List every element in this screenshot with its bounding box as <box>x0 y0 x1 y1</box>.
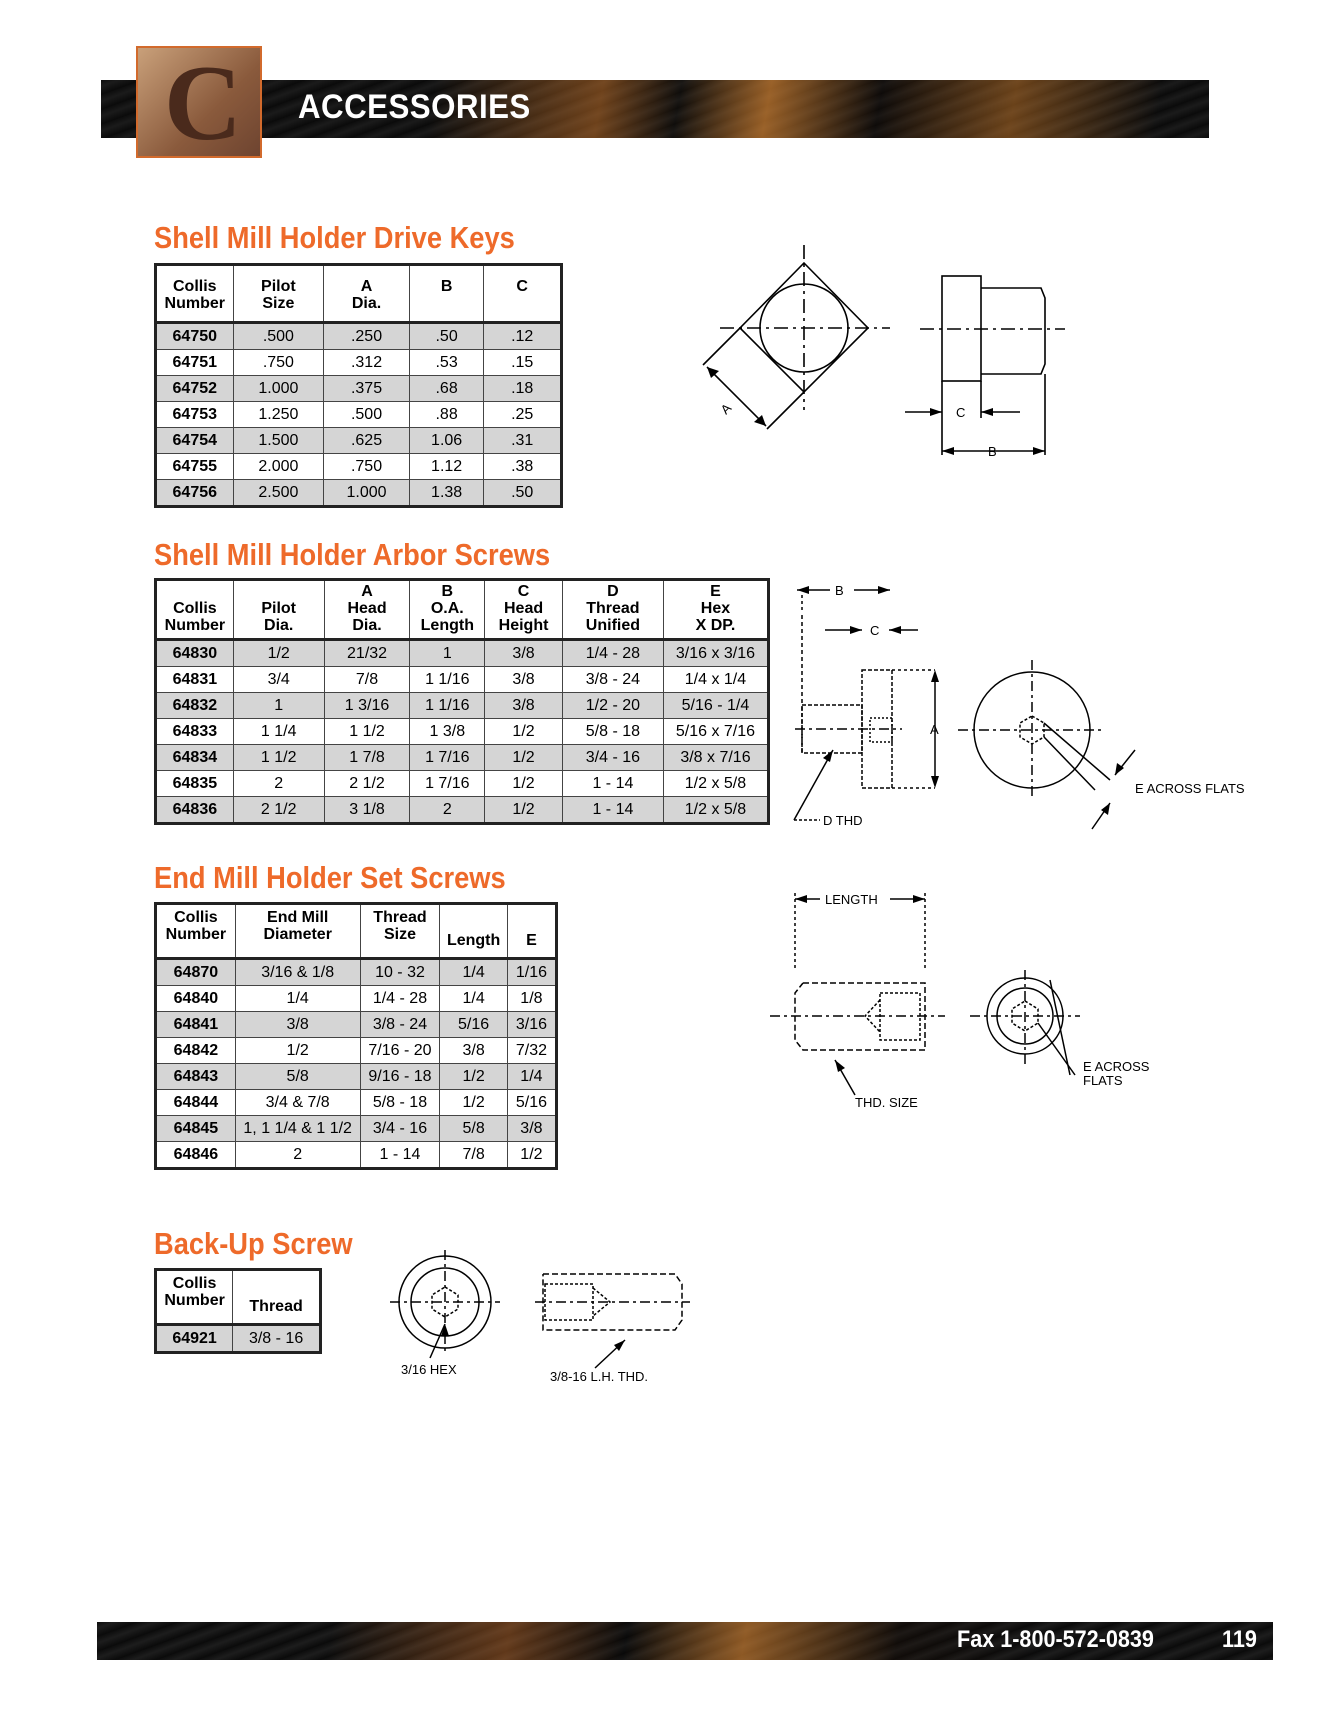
section-title-drive-keys: Shell Mill Holder Drive Keys <box>154 220 515 255</box>
column-header: D Thread Unified <box>562 580 663 640</box>
table-cell: 3/8 <box>485 693 563 719</box>
backup-screw-table <box>154 1268 322 1354</box>
table-cell: 1 1/2 <box>324 719 410 745</box>
table-cell: 1 3/16 <box>324 693 410 719</box>
table-cell: .625 <box>324 428 410 454</box>
column-header: Pilot Size <box>233 265 324 323</box>
column-header: Collis Number <box>164 1275 225 1309</box>
table-cell: 5/8 - 18 <box>360 1090 440 1116</box>
table-cell: 3/8 - 24 <box>360 1012 440 1038</box>
table-row <box>156 959 557 986</box>
table-cell: 7/32 <box>507 1038 556 1064</box>
part-number-cell: 64840 <box>156 986 236 1012</box>
table-cell: 21/32 <box>324 640 410 667</box>
diagram-label-hex: 3/16 HEX <box>401 1362 457 1377</box>
table-row <box>156 376 562 402</box>
table-cell: 1/4 - 28 <box>562 640 663 667</box>
table-cell: 1/4 <box>440 959 508 986</box>
column-header: B <box>409 265 484 323</box>
table-cell: 1 <box>233 693 324 719</box>
diagram-label-b: B <box>835 583 844 598</box>
column-header: C <box>484 265 562 323</box>
table-row <box>156 1116 557 1142</box>
table-cell: 3 1/8 <box>324 797 410 824</box>
table-cell: 1/4 - 28 <box>360 986 440 1012</box>
table-cell: 1/2 <box>235 1038 360 1064</box>
part-number-cell: 64833 <box>156 719 234 745</box>
diagram-label-b: B <box>988 444 997 459</box>
table-row <box>156 771 769 797</box>
table-cell: 1/2 <box>485 797 563 824</box>
table-cell: 3/4 & 7/8 <box>235 1090 360 1116</box>
diagram-label-lh-thd: 3/8-16 L.H. THD. <box>550 1369 649 1384</box>
section-title-arbor-screws: Shell Mill Holder Arbor Screws <box>154 537 551 572</box>
table-cell: .50 <box>484 480 562 507</box>
table-cell: 2 1/2 <box>324 771 410 797</box>
table-cell: 1 7/16 <box>410 745 485 771</box>
set-screws-table <box>154 902 558 1170</box>
header-band <box>101 80 1209 138</box>
table-cell: 3/16 <box>507 1012 556 1038</box>
table-cell: .12 <box>484 323 562 350</box>
part-number-cell: 64752 <box>156 376 234 402</box>
table-cell: 1.500 <box>233 428 324 454</box>
table-row <box>156 402 562 428</box>
diagram-label-a: A <box>717 400 735 418</box>
table-cell: 5/16 - 1/4 <box>663 693 768 719</box>
diagram-label-a: A <box>930 722 939 737</box>
table-cell: 1 7/16 <box>410 771 485 797</box>
column-header: Collis Number <box>164 278 225 312</box>
table-cell: 3/16 & 1/8 <box>235 959 360 986</box>
part-number-cell: 64750 <box>156 323 234 350</box>
table-cell: 1/2 <box>485 719 563 745</box>
table-cell: 2 <box>235 1142 360 1169</box>
part-number-cell: 64844 <box>156 1090 236 1116</box>
drive-key-diagram <box>690 240 1080 480</box>
column-header: C Head Height <box>485 580 563 640</box>
table-cell: 7/8 <box>324 667 410 693</box>
part-number-cell: 64831 <box>156 667 234 693</box>
table-row <box>156 719 769 745</box>
table-cell: 7/16 - 20 <box>360 1038 440 1064</box>
table-cell: 1/2 <box>485 745 563 771</box>
table-cell: 5/16 x 7/16 <box>663 719 768 745</box>
table-cell: 1 - 14 <box>562 771 663 797</box>
table-cell: .38 <box>484 454 562 480</box>
table-cell: .25 <box>484 402 562 428</box>
column-header: E <box>507 904 556 959</box>
set-screw-diagram <box>765 885 1185 1115</box>
column-header: Pilot Dia. <box>233 580 324 640</box>
table-cell: .500 <box>233 323 324 350</box>
table-cell: 2 <box>233 771 324 797</box>
part-number-cell: 64845 <box>156 1116 236 1142</box>
table-cell: 1/2 <box>485 771 563 797</box>
table-cell: 2 1/2 <box>233 797 324 824</box>
part-number-cell: 64843 <box>156 1064 236 1090</box>
diagram-label-e-flats-2: FLATS <box>1083 1073 1123 1088</box>
table-cell: 5/16 <box>440 1012 508 1038</box>
part-number-cell: 64755 <box>156 454 234 480</box>
section-title-set-screws: End Mill Holder Set Screws <box>154 860 506 895</box>
table-row <box>156 1012 557 1038</box>
table-cell: 1 3/8 <box>410 719 485 745</box>
table-cell: 1.000 <box>324 480 410 507</box>
part-number-cell: 64756 <box>156 480 234 507</box>
table-cell: 1 1/16 <box>410 667 485 693</box>
table-cell: .31 <box>484 428 562 454</box>
table-cell: 1/4 x 1/4 <box>663 667 768 693</box>
table-cell: 1, 1 1/4 & 1 1/2 <box>235 1116 360 1142</box>
part-number-cell: 64841 <box>156 1012 236 1038</box>
table-cell: 2.000 <box>233 454 324 480</box>
table-cell: 3/8 x 7/16 <box>663 745 768 771</box>
part-number-cell: 64834 <box>156 745 234 771</box>
table-row <box>156 986 557 1012</box>
column-header: E Hex X DP. <box>663 580 768 640</box>
table-cell: 1/2 x 5/8 <box>663 797 768 824</box>
table-cell: 1.12 <box>409 454 484 480</box>
table-row <box>156 667 769 693</box>
table-cell: 1/4 <box>507 1064 556 1090</box>
table-row <box>156 480 562 507</box>
table-cell: 3/8 <box>440 1038 508 1064</box>
table-cell: 10 - 32 <box>360 959 440 986</box>
part-number-cell: 64753 <box>156 402 234 428</box>
table-cell: 1/4 <box>235 986 360 1012</box>
page-number: 119 <box>1222 1626 1257 1653</box>
table-cell: 3/4 - 16 <box>562 745 663 771</box>
table-cell: 1 1/2 <box>233 745 324 771</box>
table-cell: .18 <box>484 376 562 402</box>
section-title-backup-screw: Back-Up Screw <box>154 1226 353 1261</box>
column-header: Thread <box>233 1270 321 1325</box>
table-cell: 1 - 14 <box>360 1142 440 1169</box>
column-header: Length <box>440 904 508 959</box>
arbor-screws-table <box>154 578 770 825</box>
table-cell: 1/4 <box>440 986 508 1012</box>
table-cell: 3/8 <box>507 1116 556 1142</box>
table-cell: 1 1/4 <box>233 719 324 745</box>
column-header: Collis Number <box>164 600 226 634</box>
column-header: End Mill Diameter <box>235 904 360 959</box>
table-cell: 1 7/8 <box>324 745 410 771</box>
part-number-cell: 64836 <box>156 797 234 824</box>
table-row <box>156 454 562 480</box>
table-cell: 5/8 <box>235 1064 360 1090</box>
table-cell: 3/16 x 3/16 <box>663 640 768 667</box>
table-cell: 1/2 <box>440 1090 508 1116</box>
part-number-cell: 64846 <box>156 1142 236 1169</box>
table-cell: 1.250 <box>233 402 324 428</box>
table-row <box>156 640 769 667</box>
part-number-cell: 64921 <box>156 1325 233 1353</box>
part-number-cell: 64751 <box>156 350 234 376</box>
part-number-cell: 64835 <box>156 771 234 797</box>
table-cell: 5/16 <box>507 1090 556 1116</box>
table-cell: 1.06 <box>409 428 484 454</box>
table-cell: 2.500 <box>233 480 324 507</box>
table-cell: 3/8 <box>235 1012 360 1038</box>
table-row <box>156 745 769 771</box>
column-header: A Dia. <box>324 265 410 323</box>
table-cell: 1/16 <box>507 959 556 986</box>
table-row <box>156 1325 321 1353</box>
arbor-screw-diagram <box>790 575 1260 845</box>
column-header: Thread Size <box>360 904 440 959</box>
table-cell: 1/2 <box>507 1142 556 1169</box>
drive-keys-table <box>154 263 563 508</box>
table-cell: 1 - 14 <box>562 797 663 824</box>
table-cell: .250 <box>324 323 410 350</box>
table-cell: .53 <box>409 350 484 376</box>
table-cell: .750 <box>233 350 324 376</box>
column-header: B O.A. Length <box>410 580 485 640</box>
part-number-cell: 64754 <box>156 428 234 454</box>
part-number-cell: 64842 <box>156 1038 236 1064</box>
table-row <box>156 693 769 719</box>
table-row <box>156 350 562 376</box>
table-cell: .375 <box>324 376 410 402</box>
diagram-label-d-thd: D THD <box>823 813 863 828</box>
column-header: Collis Number <box>165 909 227 943</box>
table-cell: 9/16 - 18 <box>360 1064 440 1090</box>
table-cell: .88 <box>409 402 484 428</box>
table-cell: .312 <box>324 350 410 376</box>
table-cell: 3/8 <box>485 640 563 667</box>
table-cell: 1/2 x 5/8 <box>663 771 768 797</box>
page-title: ACCESSORIES <box>298 88 531 126</box>
table-row <box>156 1090 557 1116</box>
collis-logo <box>136 44 262 163</box>
table-cell: 2 <box>410 797 485 824</box>
part-number-cell: 64830 <box>156 640 234 667</box>
table-row <box>156 428 562 454</box>
table-row <box>156 323 562 350</box>
logo-letter: C <box>164 44 242 163</box>
table-cell: 3/4 <box>233 667 324 693</box>
table-cell: .50 <box>409 323 484 350</box>
part-number-cell: 64832 <box>156 693 234 719</box>
table-cell: 5/8 - 18 <box>562 719 663 745</box>
table-cell: 1 1/16 <box>410 693 485 719</box>
table-cell: .750 <box>324 454 410 480</box>
table-row <box>156 1064 557 1090</box>
table-cell: 3/8 <box>485 667 563 693</box>
table-cell: .15 <box>484 350 562 376</box>
table-cell: 5/8 <box>440 1116 508 1142</box>
table-row <box>156 1142 557 1169</box>
table-cell: 1/2 <box>233 640 324 667</box>
table-cell: 1/2 <box>440 1064 508 1090</box>
table-cell: 7/8 <box>440 1142 508 1169</box>
table-row <box>156 1038 557 1064</box>
table-cell: 1 <box>410 640 485 667</box>
table-cell: 1/2 - 20 <box>562 693 663 719</box>
table-cell: .500 <box>324 402 410 428</box>
table-cell: 3/8 - 24 <box>562 667 663 693</box>
diagram-label-length: LENGTH <box>825 892 878 907</box>
table-cell: 3/4 - 16 <box>360 1116 440 1142</box>
table-row <box>156 797 769 824</box>
diagram-label-thd-size: THD. SIZE <box>855 1095 918 1110</box>
table-cell: .68 <box>409 376 484 402</box>
diagram-label-e-flats-1: E ACROSS <box>1083 1059 1150 1074</box>
part-number-cell: 64870 <box>156 959 236 986</box>
diagram-label-c: C <box>956 405 966 420</box>
table-cell: 1.38 <box>409 480 484 507</box>
diagram-label-e-flats: E ACROSS FLATS <box>1135 781 1245 796</box>
table-cell: 1/8 <box>507 986 556 1012</box>
column-header: A Head Dia. <box>324 580 410 640</box>
table-cell: 1.000 <box>233 376 324 402</box>
footer-fax: Fax 1-800-572-0839 <box>957 1626 1154 1653</box>
table-cell: 3/8 - 16 <box>233 1325 321 1353</box>
backup-screw-diagram <box>385 1240 715 1390</box>
diagram-label-c: C <box>870 623 880 638</box>
